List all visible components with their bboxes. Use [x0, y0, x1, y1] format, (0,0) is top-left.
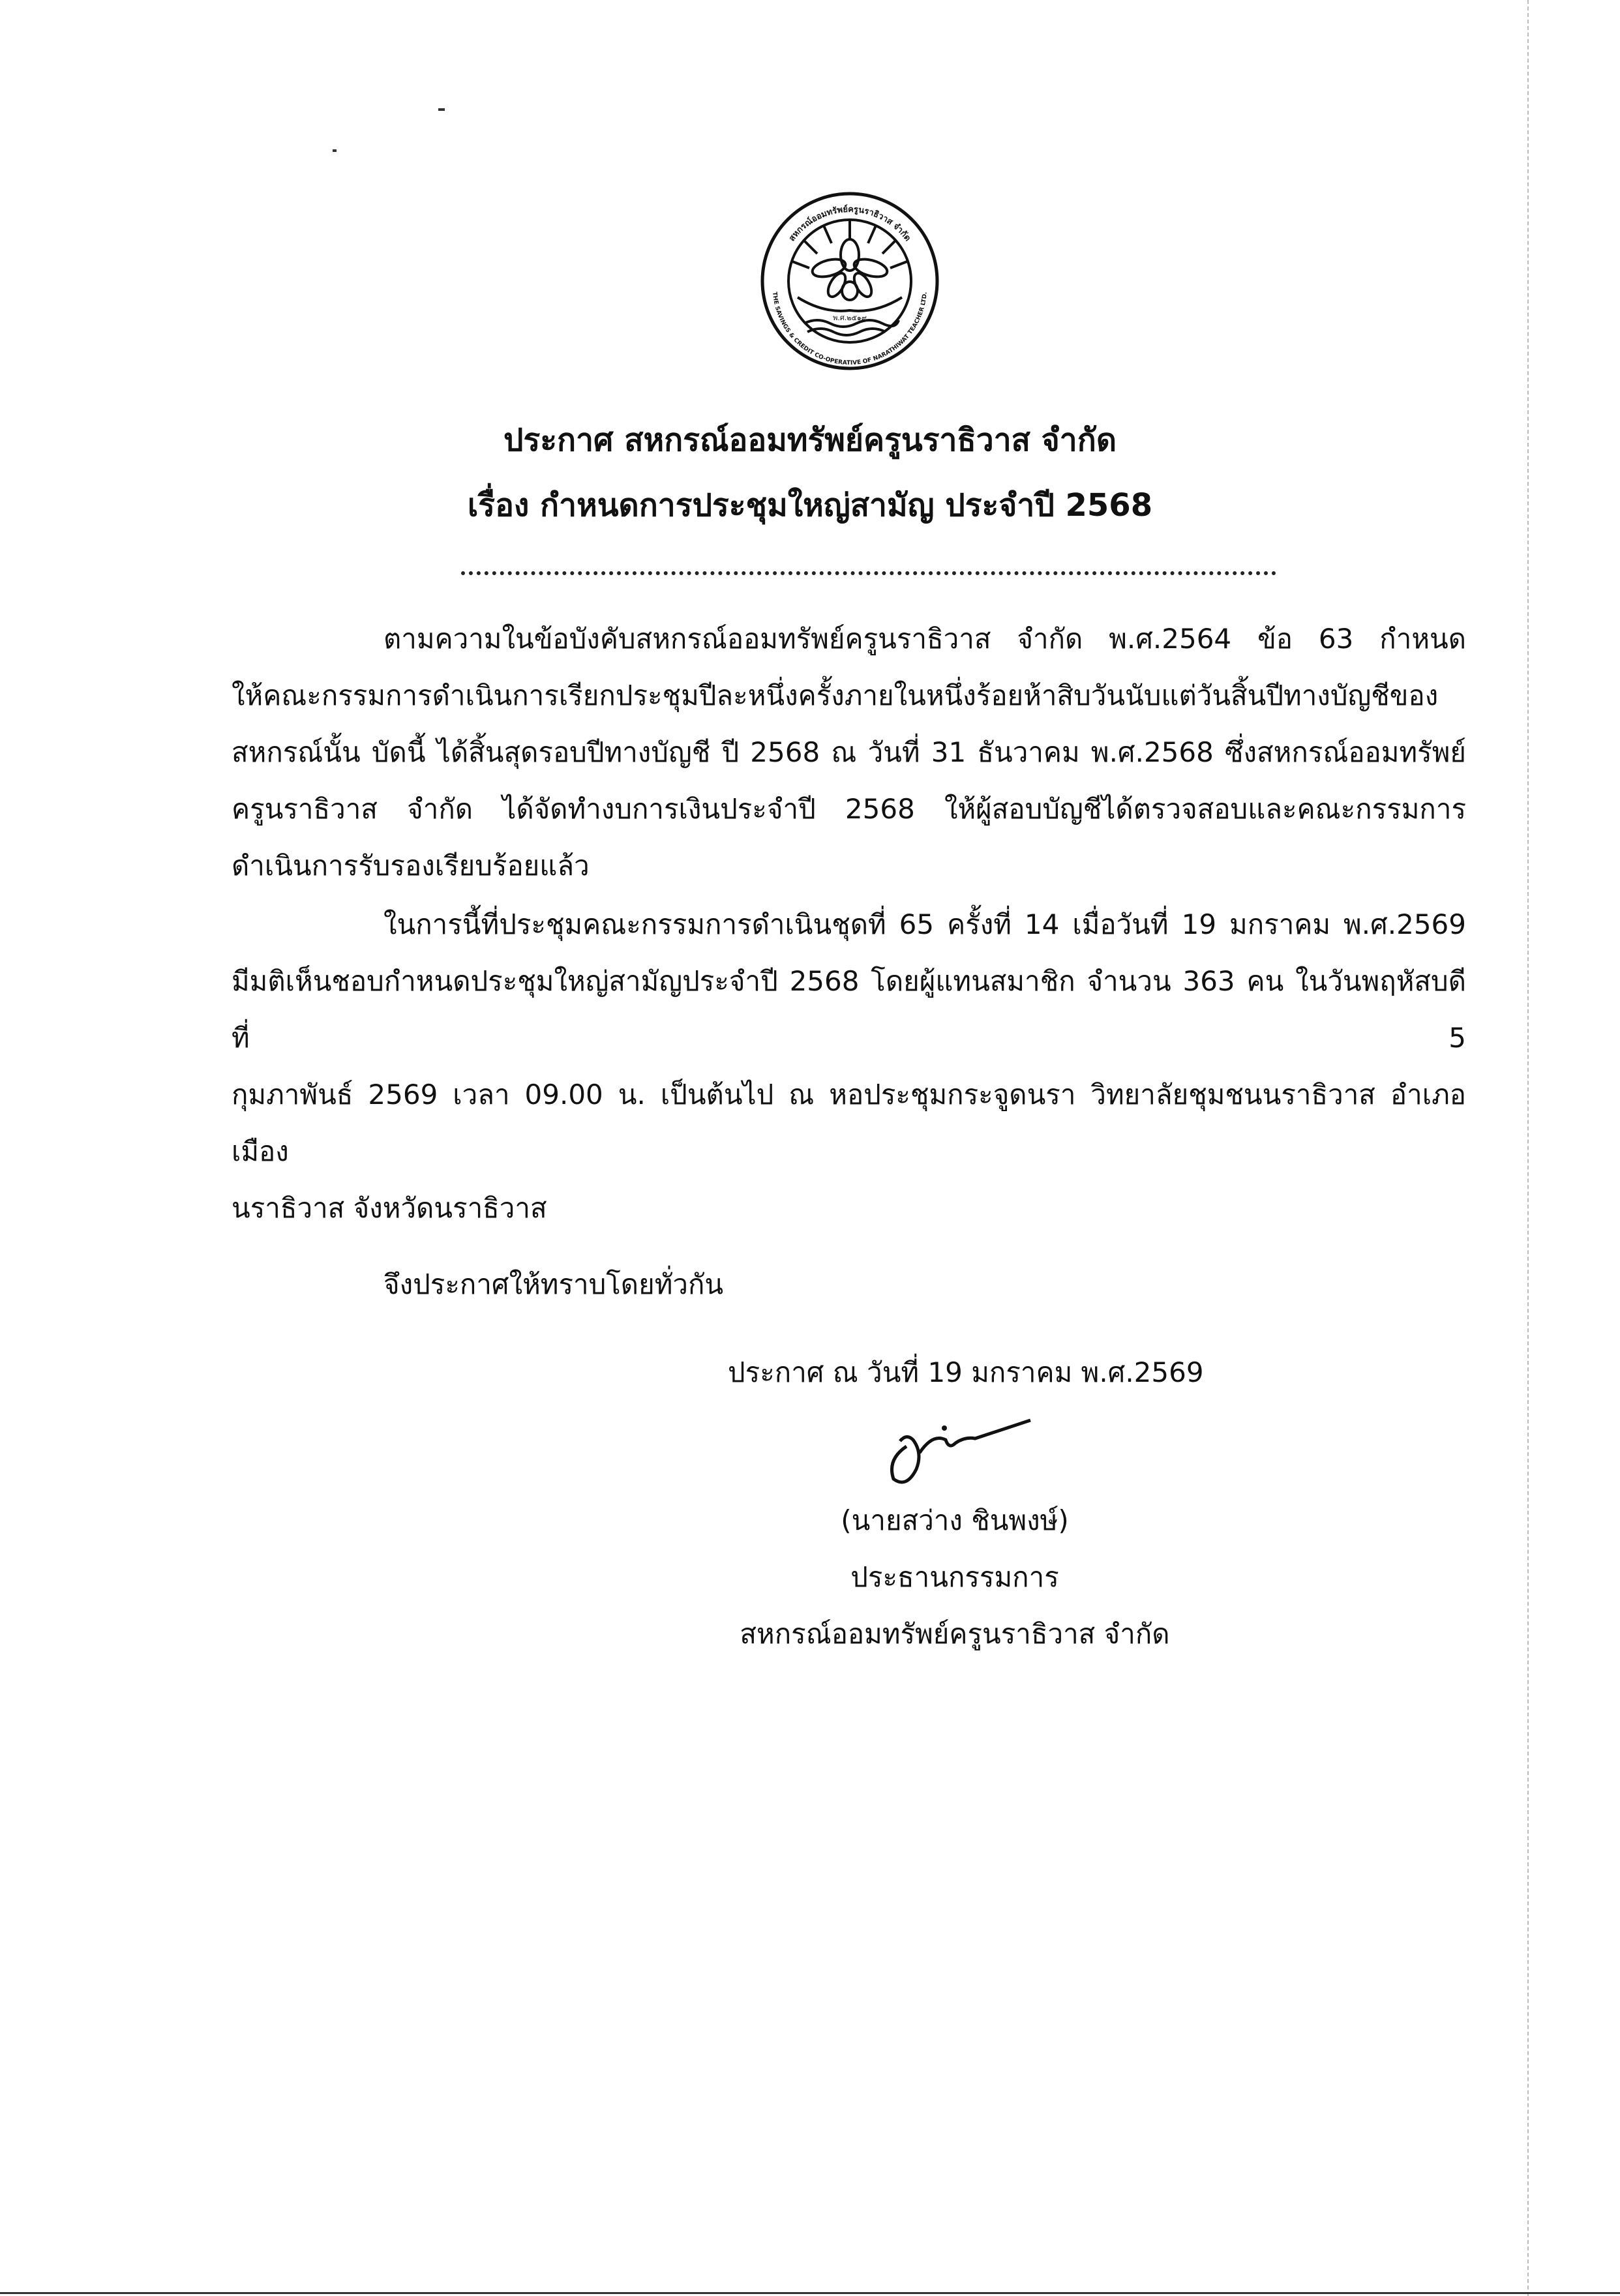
logo-thai-name: สหกรณ์ออมทรัพย์ครูนราธิวาส จำกัด	[787, 204, 913, 244]
svg-text:THE SAVINGS & CREDIT CO-OPERAT	[771, 291, 929, 366]
body-line: สหกรณ์นั้น บัดนี้ ได้สิ้นสุดรอบปีทางบัญชี ปี 2568 ณ วันที่ 31 ธันวาคม พ.ศ.2568 ซึ่งสหกรณ์ออมทรัพย์	[232, 736, 1466, 768]
announcement-date: ประกาศ ณ วันที่ 19 มกราคม พ.ศ.2569	[728, 1356, 1204, 1388]
cooperative-logo-seal	[758, 190, 941, 372]
signatory-name: (นายสว่าง ชินพงษ์)	[841, 1504, 1069, 1536]
body-line: นราธิวาส จังหวัดนราธิวาส	[232, 1192, 547, 1224]
body-line: มีมติเห็นชอบกำหนดประชุมใหญ่สามัญประจำปี 2568 โดยผู้แทนสมาชิก จำนวน 363 คน ในวันพฤหัสบดีที่ 5	[232, 965, 1466, 1054]
dotted-divider	[461, 571, 1276, 575]
scan-speck	[333, 149, 337, 152]
scan-edge-line	[1527, 0, 1529, 2296]
body-line: ตามความในข้อบังคับสหกรณ์ออมทรัพย์ครูนราธิวาส จำกัด พ.ศ.2564 ข้อ 63 กำหนด	[383, 623, 1466, 655]
closing-line: จึงประกาศให้ทราบโดยทั่วกัน	[383, 1268, 724, 1300]
announcement-title: ประกาศ สหกรณ์ออมทรัพย์ครูนราธิวาส จำกัด	[503, 422, 1117, 458]
announcement-subject: เรื่อง กำหนดการประชุมใหญ่สามัญ ประจำปี 2568	[467, 487, 1153, 524]
body-line: ให้คณะกรรมการดำเนินการเรียกประชุมปีละหนึ่งครั้งภายในหนึ่งร้อยห้าสิบวันนับแต่วันสิ้นปีทางบัญชีของ	[232, 679, 1439, 711]
body-line: ครูนราธิวาส จำกัด ได้จัดทำงบการเงินประจำปี 2568 ให้ผู้สอบบัญชีได้ตรวจสอบและคณะกรรมการ	[232, 793, 1466, 825]
body-line: ในการนี้ที่ประชุมคณะกรรมการดำเนินชุดที่ 65 ครั้งที่ 14 เมื่อวันที่ 19 มกราคม พ.ศ.2569	[383, 908, 1466, 940]
logo-year: พ.ศ.๒๕๑๙	[833, 314, 867, 322]
body-line: ดำเนินการรับรองเรียบร้อยแล้ว	[232, 850, 590, 882]
logo-english-name: THE SAVINGS & CREDIT CO-OPERATIVE OF NARATHIWAT TEACHER LTD.	[771, 291, 929, 367]
body-line: กุมภาพันธ์ 2569 เวลา 09.00 น. เป็นต้นไป ณ หอประชุมกระจูดนรา วิทยาลัยชุมชนนราธิวาส อำเภอเมือง	[232, 1079, 1466, 1167]
scan-speck	[438, 108, 445, 111]
signatory-organization: สหกรณ์ออมทรัพย์ครูนราธิวาส จำกัด	[740, 1618, 1170, 1650]
handwritten-signature	[867, 1401, 1057, 1492]
scan-bottom-line	[0, 2292, 1620, 2294]
signatory-position: ประธานกรรมการ	[850, 1561, 1059, 1593]
announcement-body	[232, 610, 1466, 1662]
